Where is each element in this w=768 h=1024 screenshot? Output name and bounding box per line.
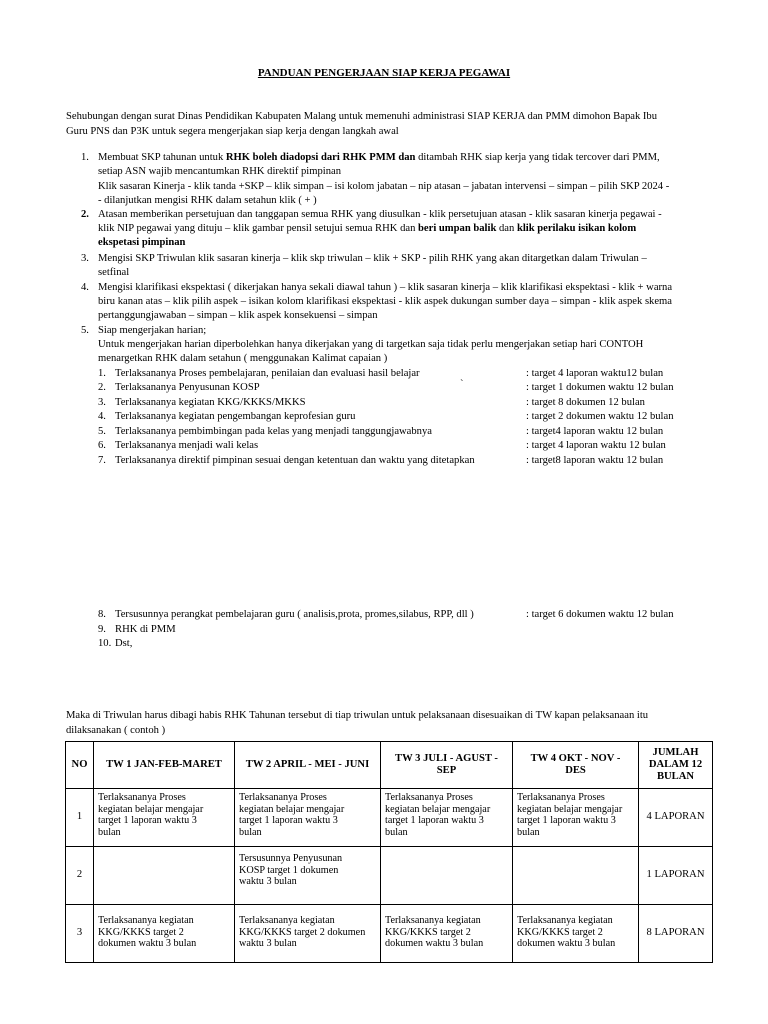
target-item-target: : target 4 laporan waktu 12 bulan: [526, 440, 666, 451]
row-tw4: Terlaksananya Proses kegiatan belajar mengajar target 1 laporan waktu 3 bulan: [513, 789, 639, 847]
step-5-line-1: Siap mengerjakan harian;: [98, 325, 207, 336]
table-header-row: [66, 742, 713, 789]
step-4-line-2: biru kanan atas – klik pilih aspek – isikan kolom klarifikasi ekspektasi - klik aspek dukungan sumber daya – simpan - klik aspek skema: [98, 296, 673, 307]
row-tw1: Terlaksananya kegiatan KKG/KKKS target 2 dokumen waktu 3 bulan: [94, 905, 235, 963]
step-5-number: 5.: [81, 325, 89, 336]
header-tw3: TW 3 JULI - AGUST - SEP: [381, 742, 513, 789]
step-2-number: 2.: [81, 209, 89, 220]
row-tw3: Terlaksananya kegiatan KKG/KKKS target 2 dokumen waktu 3 bulan: [381, 905, 513, 963]
target-item-text: Dst,: [115, 638, 133, 649]
target-item-text: Terlaksananya menjadi wali kelas: [115, 440, 259, 451]
row-total: 4 LAPORAN: [639, 789, 713, 847]
triwulan-table: [65, 741, 713, 963]
target-item-number: 10.: [98, 638, 112, 649]
row-tw4: [513, 847, 639, 905]
row-tw3: [381, 847, 513, 905]
row-no: 3: [66, 905, 94, 963]
target-item-number: 1.: [98, 368, 106, 379]
header-jumlah: JUMLAH DALAM 12 BULAN: [639, 742, 713, 789]
row-tw4: Terlaksananya kegiatan KKG/KKKS target 2 dokumen waktu 3 bulan: [513, 905, 639, 963]
target-item-target: : target 2 dokumen waktu 12 bulan: [526, 411, 674, 422]
triwulan-line-1: Maka di Triwulan harus dibagi habis RHK Tahunan tersebut di tiap triwulan untuk pelaksanaan disesuaikan di TW kapan pelaksanaan itu: [66, 710, 649, 721]
table-row: [66, 789, 713, 847]
triwulan-line-2: dilaksanakan ( contoh ): [66, 725, 166, 736]
target-item-text: RHK di PMM: [115, 624, 176, 635]
step-1-line-3: Klik sasaran Kinerja - klik tanda +SKP – klik simpan – isi kolom jabatan – nip atasan – jabatan intervensi – simpan – pilih SKP 2024 -: [98, 181, 670, 192]
target-item-text: Terlaksananya kegiatan KKG/KKKS/MKKS: [115, 397, 306, 408]
step-2-line-2: klik NIP pegawai yang dituju – klik gambar pensil setujui semua RHK dan beri umpan balik dan klik perilaku isikan kolom: [98, 223, 637, 234]
row-total: 1 LAPORAN: [639, 847, 713, 905]
step-2-line-3: ekspetasi pimpinan: [98, 237, 186, 248]
target-item-target: : target4 laporan waktu 12 bulan: [526, 426, 664, 437]
step-1-line-2: setiap ASN wajib mencantumkan RHK direktif pimpinan: [98, 166, 342, 177]
header-tw4: TW 4 OKT - NOV - DES: [513, 742, 639, 789]
row-no: 2: [66, 847, 94, 905]
row-no: 1: [66, 789, 94, 847]
row-tw3: Terlaksananya Proses kegiatan belajar mengajar target 1 laporan waktu 3 bulan: [381, 789, 513, 847]
target-item-number: 8.: [98, 609, 106, 620]
target-item-text: Terlaksananya direktif pimpinan sesuai dengan ketentuan dan waktu yang ditetapkan: [115, 455, 475, 466]
stray-mark: `: [460, 379, 464, 390]
target-item-target: : target 8 dokumen 12 bulan: [526, 397, 645, 408]
target-item-target: : target 6 dokumen waktu 12 bulan: [526, 609, 674, 620]
target-item-text: Terlaksananya pembimbingan pada kelas yang menjadi tanggungjawabnya: [115, 426, 432, 437]
step-4-number: 4.: [81, 282, 89, 293]
row-tw1: Terlaksananya Proses kegiatan belajar mengajar target 1 laporan waktu 3 bulan: [94, 789, 235, 847]
target-item-target: : target8 laporan waktu 12 bulan: [526, 455, 664, 466]
step-4-line-3: pertanggungjawaban – simpan – klik aspek konsekuensi – simpan: [98, 310, 378, 321]
step-5-line-3: menargetkan RHK dalam setahun ( menggunakan Kalimat capaian ): [98, 353, 388, 364]
target-item-number: 4.: [98, 411, 106, 422]
row-tw1: [94, 847, 235, 905]
target-item-number: 9.: [98, 624, 106, 635]
step-3-number: 3.: [81, 253, 89, 264]
step-4-line-1: Mengisi klarifikasi ekspektasi ( dikerjakan hanya sekali diawal tahun ) – klik sasaran kinerja – klik klarifikasi ekspektasi - klik + warna: [98, 282, 673, 293]
step-3-line-1: Mengisi SKP Triwulan klik sasaran kinerja – klik skp triwulan – klik + SKP - pilih RHK yang akan ditargetkan dalam Triwulan –: [98, 253, 647, 264]
target-item-target: : target 4 laporan waktu12 bulan: [526, 368, 664, 379]
target-item-text: Terlaksananya kegiatan pengembangan keprofesian guru: [115, 411, 356, 422]
intro-line-1: Sehubungan dengan surat Dinas Pendidikan Kabupaten Malang untuk memenuhi administrasi SIAP KERJA dan PMM dimohon Bapak Ibu: [66, 111, 658, 122]
target-item-text: Terlaksananya Proses pembelajaran, penilaian dan evaluasi hasil belajar: [115, 368, 420, 379]
target-item-number: 7.: [98, 455, 106, 466]
target-item-text: Tersusunnya perangkat pembelajaran guru ( analisis,prota, promes,silabus, RPP, dll ): [115, 609, 474, 620]
row-total: 8 LAPORAN: [639, 905, 713, 963]
step-1-number: 1.: [81, 152, 89, 163]
table-row: [66, 847, 713, 905]
step-2-line-1: Atasan memberikan persetujuan dan tanggapan semua RHK yang diusulkan - klik persetujuan atasan - klik sasaran kinerja pegawai -: [98, 209, 662, 220]
target-item-target: : target 1 dokumen waktu 12 bulan: [526, 382, 674, 393]
page-title: PANDUAN PENGERJAAN SIAP KERJA PEGAWAI: [257, 67, 511, 79]
header-no: NO: [66, 742, 94, 789]
target-item-number: 5.: [98, 426, 106, 437]
row-tw2: Terlaksananya kegiatan KKG/KKKS target 2 dokumen waktu 3 bulan: [235, 905, 381, 963]
target-item-number: 6.: [98, 440, 106, 451]
target-item-number: 2.: [98, 382, 106, 393]
intro-line-2: Guru PNS dan P3K untuk segera mengerjakan siap kerja dengan langkah awal: [66, 126, 399, 137]
step-5-line-2: Untuk mengerjakan harian diperbolehkan hanya dikerjakan yang di targetkan saja tidak perlu mengerjakan setiap hari CONTOH: [98, 339, 644, 350]
header-tw2: TW 2 APRIL - MEI - JUNI: [235, 742, 381, 789]
header-tw1: TW 1 JAN-FEB-MARET: [94, 742, 235, 789]
table-row: [66, 905, 713, 963]
step-1-text: Membuat SKP tahunan untuk RHK boleh diadopsi dari RHK PMM dan ditambah RHK siap kerja yang tidak tercover dari PMM,: [98, 152, 660, 163]
target-item-text: Terlaksananya Penyusunan KOSP: [115, 382, 260, 393]
row-tw2: Terlaksananya Proses kegiatan belajar mengajar target 1 laporan waktu 3 bulan: [235, 789, 381, 847]
step-3-line-2: setfinal: [98, 267, 130, 278]
row-tw2: Tersusunnya Penyusunan KOSP target 1 dokumen waktu 3 bulan: [235, 847, 381, 905]
target-item-number: 3.: [98, 397, 106, 408]
step-1-line-4: - dilanjutkan mengisi RHK dalam setahun klik ( + ): [98, 195, 317, 206]
